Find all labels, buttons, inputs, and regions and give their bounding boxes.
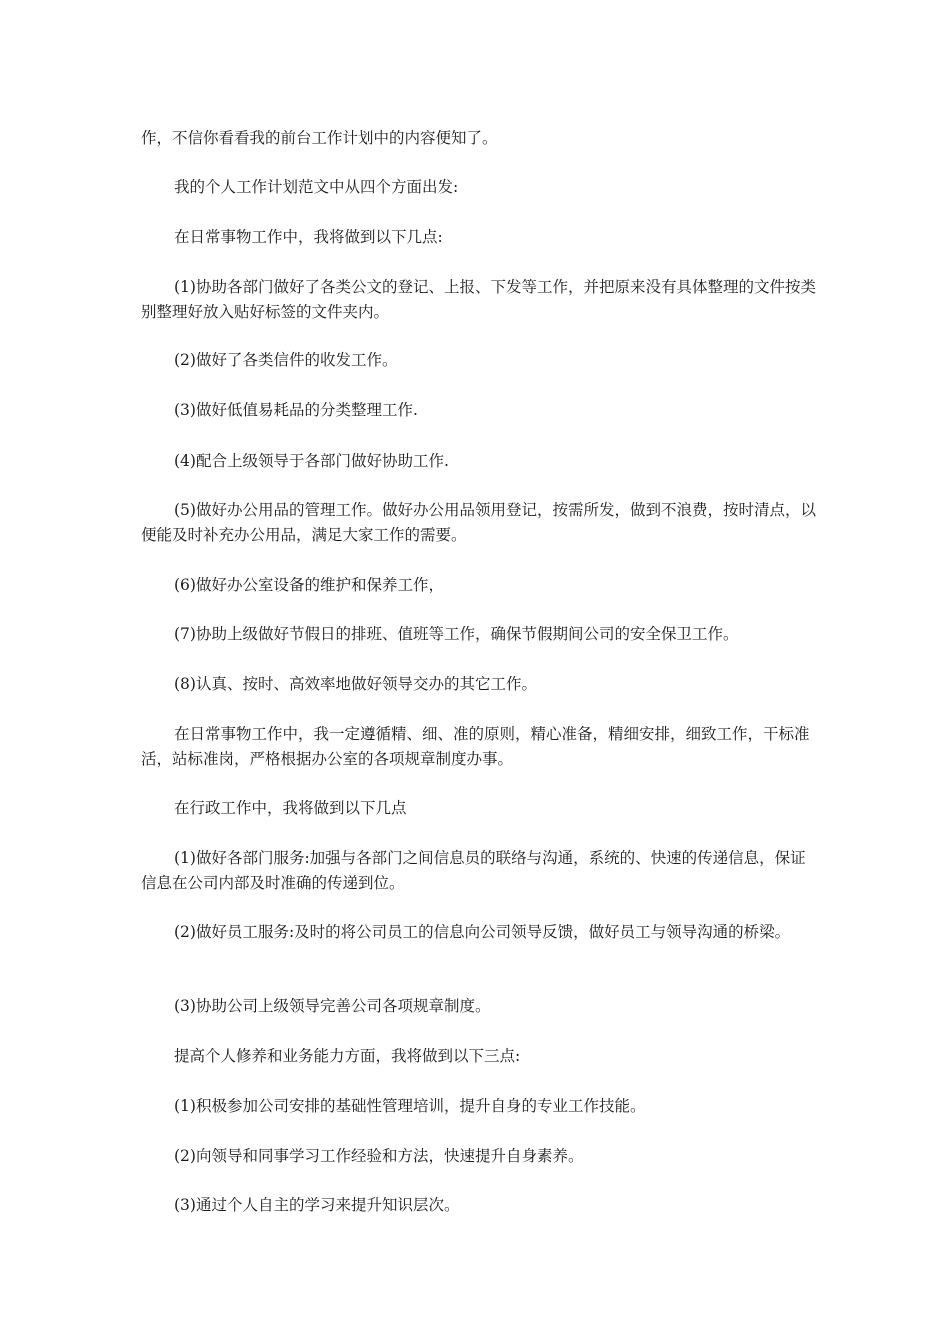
paragraph-list-item: (3)通过个人自主的学习来提升知识层次。 <box>174 1196 460 1214</box>
paragraph-list-item: (5)做好办公用品的管理工作。做好办公用品领用登记，按需所发，做到不浪费，按时清点，以便能及时补充办公用品，满足大家工作的需要。 <box>141 501 816 544</box>
paragraph-list-item: (2)做好员工服务:及时的将公司员工的信息向公司领导反馈，做好员工与领导沟通的桥梁。 <box>174 923 791 941</box>
paragraph-list-item: (3)做好低值易耗品的分类整理工作. <box>174 401 418 419</box>
paragraph-list-item: (2)向领导和同事学习工作经验和方法，快速提升自身素养。 <box>174 1147 584 1165</box>
paragraph-intro: 我的个人工作计划范文中从四个方面出发: <box>174 178 459 196</box>
paragraph-list-item: (4)配合上级领导于各部门做好协助工作. <box>174 452 449 470</box>
paragraph-section-heading: 提高个人修养和业务能力方面，我将做到以下三点: <box>174 1047 521 1065</box>
paragraph-body: 在日常事物工作中，我一定遵循精、细、准的原则，精心准备，精细安排，细致工作，干标准活，站标准岗，严格根据办公室的各项规章制度办事。 <box>141 725 810 768</box>
paragraph-list-item: (3)协助公司上级领导完善公司各项规章制度。 <box>174 997 491 1015</box>
paragraph-list-item: (8)认真、按时、高效率地做好领导交办的其它工作。 <box>174 675 537 693</box>
paragraph-list-item: (6)做好办公室设备的维护和保养工作， <box>174 576 444 594</box>
paragraph-section-heading: 在日常事物工作中，我将做到以下几点: <box>174 228 443 246</box>
paragraph-list-item: (1)协助各部门做好了各类公文的登记、上报、下发等工作，并把原来没有具体整理的文件按类别整理好放入贴好标签的文件夹内。 <box>141 278 816 321</box>
paragraph-continuation: 作，不信你看看我的前台工作计划中的内容便知了。 <box>141 129 498 147</box>
paragraph-list-item: (1)积极参加公司安排的基础性管理培训，提升自身的专业工作技能。 <box>174 1097 646 1115</box>
paragraph-list-item: (1)做好各部门服务:加强与各部门之间信息员的联络与沟通，系统的、快速的传递信息，保证信息在公司内部及时准确的传递到位。 <box>141 849 806 892</box>
paragraph-section-heading: 在行政工作中，我将做到以下几点 <box>174 799 407 817</box>
paragraph-list-item: (7)协助上级做好节假日的排班、值班等工作，确保节假期间公司的安全保卫工作。 <box>174 625 739 643</box>
paragraph-list-item: (2)做好了各类信件的收发工作。 <box>174 351 398 369</box>
